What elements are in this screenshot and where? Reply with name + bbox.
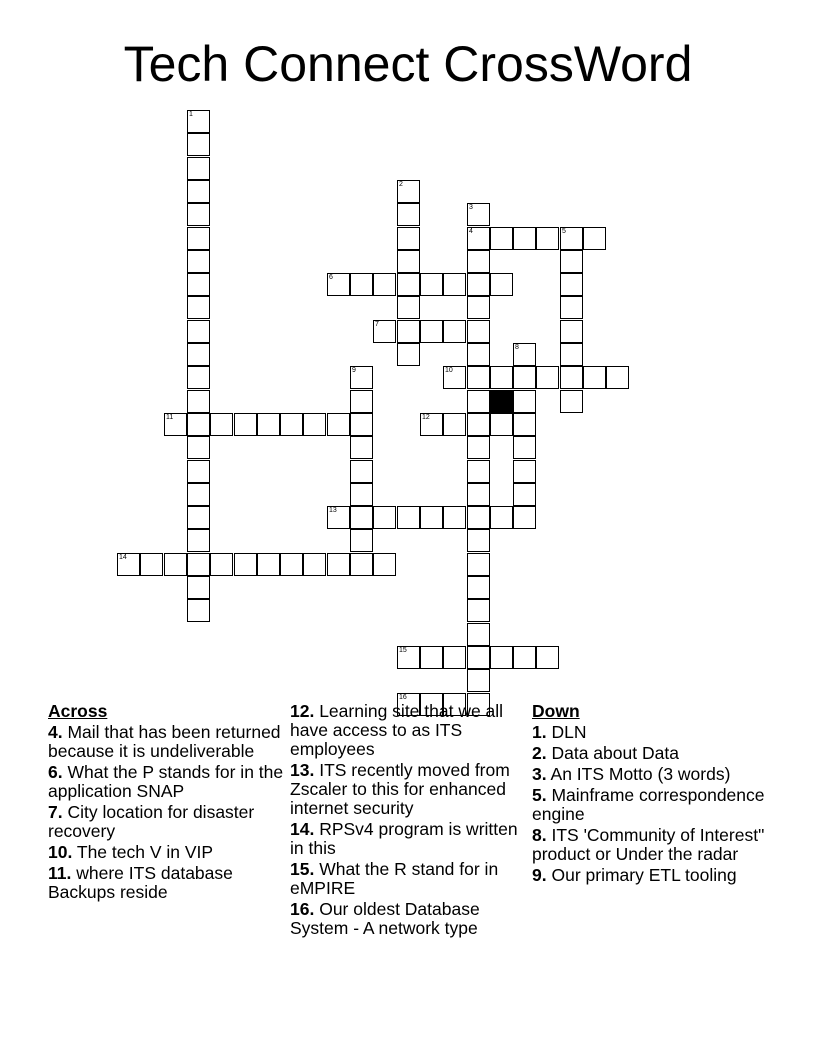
grid-cell[interactable] [187,133,210,156]
clue-across-14: 14. RPSv4 program is written in this [290,819,518,858]
cell-number: 15 [399,647,407,654]
grid-cell[interactable] [397,203,420,226]
grid-cell[interactable] [420,506,443,529]
grid-cell[interactable] [467,529,490,552]
page-title: Tech Connect CrossWord [123,36,693,92]
cell-number: 13 [329,507,337,514]
clue-across-13: 13. ITS recently moved from Zscaler to this for enhanced internet security [290,760,510,818]
grid-cell[interactable] [350,553,373,576]
grid-cell[interactable] [536,227,559,250]
grid-cell[interactable] [467,320,490,343]
grid-cell[interactable] [187,227,210,250]
grid-cell[interactable] [397,320,420,343]
grid-cell[interactable] [187,157,210,180]
grid-cell[interactable] [397,343,420,366]
grid-cell[interactable] [187,506,210,529]
grid-cell[interactable] [467,296,490,319]
grid-cell[interactable] [467,646,490,669]
grid-cell[interactable] [560,296,583,319]
grid-cell[interactable] [397,250,420,273]
clue-down-3: 3. An ITS Motto (3 words) [532,764,731,784]
grid-cell[interactable] [467,460,490,483]
grid-cell[interactable] [327,553,350,576]
grid-cell[interactable] [210,413,233,436]
grid-cell[interactable] [443,366,466,389]
grid-cell[interactable] [164,553,187,576]
grid-cell[interactable] [583,366,606,389]
grid-cell[interactable] [397,506,420,529]
grid-cell[interactable] [513,343,536,366]
across-clues-column-2 [290,702,526,940]
clue-down-2: 2. Data about Data [532,743,679,763]
grid-cell[interactable] [327,506,350,529]
grid-cell[interactable] [560,273,583,296]
cell-number: 3 [469,204,473,211]
grid-cell[interactable] [490,273,513,296]
grid-cell[interactable] [280,413,303,436]
grid-cell[interactable] [187,343,210,366]
grid-cell[interactable] [513,227,536,250]
grid-cell[interactable] [443,646,466,669]
clue-down-8: 8. ITS 'Community of Interest" product or Under the radar [532,825,765,864]
grid-cell[interactable] [373,506,396,529]
grid-cell[interactable] [187,436,210,459]
cell-number: 12 [422,414,430,421]
grid-cell[interactable] [140,553,163,576]
grid-cell[interactable] [467,250,490,273]
grid-cell[interactable] [117,553,140,576]
down-clues-column [532,702,768,887]
grid-cell[interactable] [467,553,490,576]
grid-cell[interactable] [467,366,490,389]
grid-cell[interactable] [373,273,396,296]
grid-cell[interactable] [397,180,420,203]
grid-cell[interactable] [350,460,373,483]
grid-cell[interactable] [443,273,466,296]
grid-cell[interactable] [560,366,583,389]
clue-across-7: 7. City location for disaster recovery [48,802,255,841]
cell-number: 8 [515,344,519,351]
grid-cell[interactable] [187,413,210,436]
cell-number: 16 [399,694,407,701]
clue-across-6: 6. What the P stands for in the application SNAP [48,762,284,801]
grid-cell[interactable] [467,669,490,692]
grid-cell[interactable] [350,529,373,552]
grid-cell[interactable] [560,250,583,273]
cell-number: 9 [352,367,356,374]
grid-cell[interactable] [467,506,490,529]
grid-cell[interactable] [490,506,513,529]
grid-cell[interactable] [467,203,490,226]
grid-cell[interactable] [397,296,420,319]
grid-cell[interactable] [467,413,490,436]
clue-across-16: 16. Our oldest Database System - A network type [290,899,480,938]
grid-cell[interactable] [327,273,350,296]
grid-cell[interactable] [234,413,257,436]
grid-cell[interactable] [373,320,396,343]
grid-cell[interactable] [257,553,280,576]
grid-cell[interactable] [187,273,210,296]
grid-cell[interactable] [234,553,257,576]
cell-number: 7 [375,321,379,328]
grid-cell[interactable] [210,553,233,576]
grid-cell[interactable] [257,413,280,436]
grid-cell[interactable] [187,529,210,552]
grid-cell[interactable] [467,623,490,646]
grid-cell[interactable] [187,320,210,343]
grid-cell[interactable] [187,576,210,599]
clue-across-4: 4. Mail that has been returned because it is undeliverable [48,722,281,761]
cell-number: 6 [329,274,333,281]
grid-cell[interactable] [560,320,583,343]
grid-cell[interactable] [443,413,466,436]
grid-cell[interactable] [490,366,513,389]
grid-cell[interactable] [397,273,420,296]
grid-cell[interactable] [397,646,420,669]
grid-cell[interactable] [187,203,210,226]
grid-cell[interactable] [583,227,606,250]
cell-number: 10 [445,367,453,374]
grid-cell[interactable] [420,413,443,436]
grid-cell[interactable] [490,227,513,250]
across-clues-column [48,702,284,904]
grid-cell[interactable] [513,506,536,529]
grid-cell[interactable] [373,553,396,576]
grid-cell[interactable] [350,273,373,296]
cell-number: 5 [562,228,566,235]
grid-cell[interactable] [560,343,583,366]
grid-cell[interactable] [397,227,420,250]
cell-number: 1 [189,111,193,118]
across-heading: Across [48,701,108,721]
grid-cell[interactable] [187,296,210,319]
cell-number: 14 [119,554,127,561]
grid-cell[interactable] [536,646,559,669]
grid-cell[interactable] [350,483,373,506]
clue-across-15: 15. What the R stand for in eMPIRE [290,859,499,898]
grid-cell[interactable] [513,646,536,669]
clue-across-11: 11. where ITS database Backups reside [48,863,233,902]
cell-number: 11 [166,414,174,421]
grid-cell[interactable] [187,180,210,203]
grid-cell[interactable] [187,366,210,389]
grid-cell[interactable] [327,413,350,436]
grid-cell[interactable] [350,436,373,459]
grid-cell[interactable] [513,460,536,483]
cell-number: 4 [469,228,473,235]
grid-cell[interactable] [490,413,513,436]
grid-cell[interactable] [467,576,490,599]
grid-cell[interactable] [303,413,326,436]
grid-cell[interactable] [513,366,536,389]
cell-number: 2 [399,181,403,188]
grid-cell[interactable] [467,599,490,622]
grid-cell[interactable] [467,436,490,459]
grid-cell[interactable] [350,506,373,529]
grid-cell[interactable] [467,390,490,413]
grid-cell[interactable] [467,343,490,366]
grid-cell[interactable] [350,390,373,413]
grid-block-cell [490,390,513,413]
down-heading: Down [532,701,580,721]
grid-cell[interactable] [420,646,443,669]
grid-cell[interactable] [164,413,187,436]
grid-cell[interactable] [350,413,373,436]
grid-cell[interactable] [536,366,559,389]
grid-cell[interactable] [490,646,513,669]
grid-cell[interactable] [467,227,490,250]
clue-down-9: 9. Our primary ETL tooling [532,865,737,885]
clue-across-10: 10. The tech V in VIP [48,842,214,862]
grid-cell[interactable] [187,460,210,483]
grid-cell[interactable] [187,390,210,413]
grid-cell[interactable] [513,390,536,413]
grid-cell[interactable] [303,553,326,576]
grid-cell[interactable] [513,483,536,506]
grid-cell[interactable] [513,413,536,436]
grid-cell[interactable] [280,553,303,576]
grid-cell[interactable] [513,436,536,459]
grid-cell[interactable] [350,366,373,389]
clue-across-12: 12. Learning site that we all have access to as ITS employees [290,701,504,759]
grid-cell[interactable] [420,320,443,343]
grid-cell[interactable] [560,227,583,250]
grid-cell[interactable] [560,390,583,413]
clue-down-1: 1. DLN [532,722,587,742]
grid-cell[interactable] [443,506,466,529]
grid-cell[interactable] [420,273,443,296]
grid-cell[interactable] [443,320,466,343]
grid-cell[interactable] [606,366,629,389]
grid-cell[interactable] [467,483,490,506]
grid-cell[interactable] [187,599,210,622]
grid-cell[interactable] [187,553,210,576]
grid-cell[interactable] [187,110,210,133]
clue-down-5: 5. Mainframe correspondence engine [532,785,765,824]
grid-cell[interactable] [467,273,490,296]
grid-cell[interactable] [187,250,210,273]
grid-cell[interactable] [187,483,210,506]
